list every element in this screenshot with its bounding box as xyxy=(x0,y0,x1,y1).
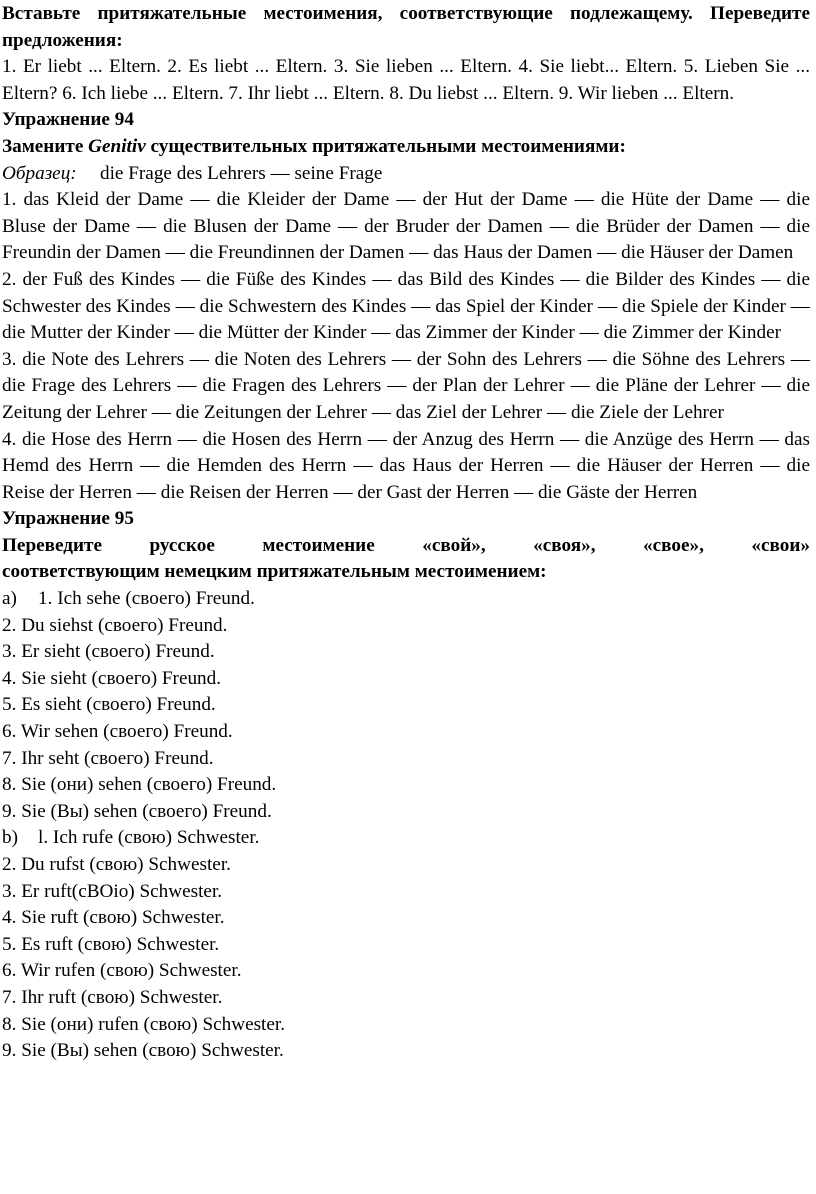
exercise-94-item: 4. die Hose des Herrn — die Hosen des Herrn — der Anzug des Herrn — die Anzüge des Herrn — das Hemd des Herrn — die Hemden des Herrn — das Haus der Herren — die Häuser der Herren — die Reise der Herren — die Reisen der Herren — der Gast der Herren — die Gäste der Herren xyxy=(2,428,810,503)
exercise-95-b-item: 6. Wir rufen (свою) Schwester. xyxy=(2,960,242,982)
exercise-95-b-item: 3. Er ruft(сВОio) Schwester. xyxy=(2,880,223,902)
exercise-95-a-item: 9. Sie (Вы) sehen (своего) Freund. xyxy=(2,800,272,822)
exercise-95-b-item: 8. Sie (они) rufen (свою) Schwester. xyxy=(2,1013,286,1035)
exercise-94-title: Упражнение 94 xyxy=(2,109,134,131)
exercise-94-item: 1. das Kleid der Dame — die Kleider der Dame — der Hut der Dame — die Hüte der Dame — die Bluse der Dame — die Blusen der Dame — der Bruder der Damen — die Brüder der Damen — die Freundin der Damen — die Freundinnen der Damen — das Haus der Damen — die Häuser der Damen xyxy=(2,189,810,264)
exercise-93-sentences: 1. Er liebt ... Eltern. 2. Es liebt ... Eltern. 3. Sie lieben ... Eltern. 4. Sie liebt... Eltern. 5. Lieben Sie ... Eltern? 6. Ich liebe ... Eltern. 7. Ihr liebt ... Eltern. 8. Du liebst ... Eltern. 9. Wir lieben ... Eltern. xyxy=(2,56,810,104)
genitiv-term: Genitiv xyxy=(88,135,146,157)
exercise-95-instruction-line2: соответствующим немецким притяжательным местоимением: xyxy=(2,561,547,583)
exercise-95-b-item: 4. Sie ruft (свою) Schwester. xyxy=(2,907,225,929)
exercise-95-instruction-line1: Переведите русское местоимение «свой», «своя», «свое», «свои» xyxy=(2,534,810,556)
exercise-95-a-item: 2. Du siehst (своего) Freund. xyxy=(2,614,228,636)
exercise-95-b-item xyxy=(2,825,810,852)
part-letter: a) xyxy=(2,588,17,610)
exercise-95-b-item: 5. Es ruft (свою) Schwester. xyxy=(2,933,220,955)
exercise-95-b-item: 7. Ihr ruft (свою) Schwester. xyxy=(2,986,223,1008)
exercise-95-title: Упражнение 95 xyxy=(2,508,134,530)
exercise-95-a-item: 6. Wir sehen (своего) Freund. xyxy=(2,721,233,743)
exercise-95-a-item: 5. Es sieht (своего) Freund. xyxy=(2,694,216,716)
instruction-text: существительных притяжательными местоимениями: xyxy=(145,135,626,157)
item-text: l. Ich rufe (свою) Schwester. xyxy=(38,827,260,849)
exercise-95-a-item: 8. Sie (они) sehen (своего) Freund. xyxy=(2,774,277,796)
exercise-95-a-item: 3. Er sieht (своего) Freund. xyxy=(2,641,215,663)
exercise-95-a-item xyxy=(2,586,810,613)
exercise-94-sample xyxy=(2,161,810,188)
sample-label: Образец: xyxy=(2,162,77,184)
exercise-94-instruction xyxy=(2,134,810,161)
exercise-95-a-item: 4. Sie sieht (своего) Freund. xyxy=(2,667,222,689)
part-letter: b) xyxy=(2,827,18,849)
instruction-text: Замените xyxy=(2,135,89,157)
exercise-94-item: 3. die Note des Lehrers — die Noten des Lehrers — der Sohn des Lehrers — die Söhne des Lehrers — die Frage des Lehrers — die Fragen des Lehrers — der Plan der Lehrer — die Pläne der Lehrer — die Zeitung der Lehrer — die Zeitungen der Lehrer — das Ziel der Lehrer — die Ziele der Lehrer xyxy=(2,348,810,423)
sample-text: die Frage des Lehrers — seine Frage xyxy=(100,162,383,184)
item-text: 1. Ich sehe (своего) Freund. xyxy=(38,588,255,610)
exercise-94-item: 2. der Fuß des Kindes — die Füße des Kindes — das Bild des Kindes — die Bilder des Kindes — die Schwester des Kindes — die Schwestern des Kindes — das Spiel der Kinder — die Spiele der Kinder — die Mutter der Kinder — die Mütter der Kinder — das Zimmer der Kinder — die Zimmer der Kinder xyxy=(2,268,810,344)
exercise-95-b-item: 9. Sie (Вы) sehen (свою) Schwester. xyxy=(2,1040,284,1062)
exercise-95-b-item: 2. Du rufst (свою) Schwester. xyxy=(2,854,231,875)
exercise-93-instruction: Вставьте притяжательные местоимения, соответствующие подлежащему. Переведите предложения: xyxy=(2,3,810,51)
exercise-95-a-item: 7. Ihr seht (своего) Freund. xyxy=(2,747,214,769)
